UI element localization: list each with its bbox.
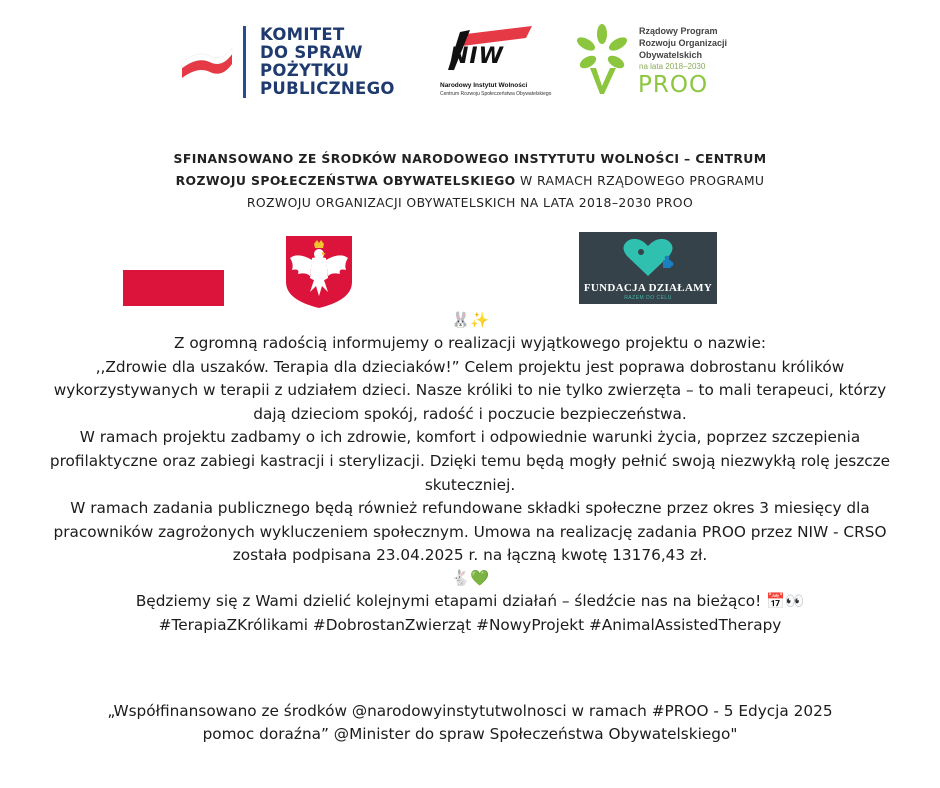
post-body [40,310,900,637]
proo-line-3: Obywatelskich [639,50,703,60]
komitet-line-3: POŻYTKU [260,61,350,80]
emoji-rabbit-heart [40,568,900,590]
cofinancing-line-1: „Współfinansowano ze środków @narodowyinstytutwolnosci w ramach #PROO - 5 Edycja 2025 [107,702,833,720]
polish-emblem-icon [284,234,354,310]
funding-line-2 [100,170,840,192]
fundacja-name: FUNDACJA DZIAŁAMY [583,282,713,294]
proo-years: na lata 2018–2030 [639,62,706,71]
funding-line-3: ROZWOJU ORGANIZACJI OBYWATELSKICH NA LATA 2018–2030 PROO [246,195,694,210]
flag-white-stripe [123,234,224,270]
proo-line-1: Rządowy Program [639,26,718,36]
post-funding-details: W ramach zadania publicznego będą również refundowane składki społeczne przez okres 3 miesięcy dla pracowników zagrożonych wykluczeniem społecznym. Umowa na realizację zadania PROO przez NIW - CRSO została podpisana 23.04.2025 r. na łączną kwotę 13176,43 zł. [53,499,887,565]
funding-line-1: SFINANSOWANO ZE ŚRODKÓW NARODOWEGO INSTYTUTU WOLNOŚCI – CENTRUM [173,151,767,166]
proo-line-2: Rozwoju Organizacji [639,38,728,48]
fundacja-tagline: RAZEM DO CELU [624,295,672,301]
post-intro: Z ogromną radością informujemy o realizacji wyjątkowego projektu o nazwie: [173,334,767,352]
flag-red-stripe [123,270,224,306]
komitet-logo [180,24,410,100]
puzzle-heart-icon [579,232,717,282]
fundacja-logo [579,232,717,304]
niw-subtitle-2: Centrum Rozwoju Społeczeństwa Obywatelskiego [440,91,552,97]
funding-line-2-bold: ROZWOJU SPOŁECZEŃSTWA OBYWATELSKIEGO [175,173,516,188]
cofinancing-line-2: pomoc doraźna” @Minister do spraw Społeczeństwa Obywatelskiego" [202,725,738,743]
emoji-rabbit-sparkles [40,310,900,332]
polish-flag [123,234,224,306]
funding-line-2-rest: W RAMACH RZĄDOWEGO PROGRAMU [515,173,765,188]
cofinancing-note [60,700,880,746]
post-hashtags: #TerapiaZKrólikami #DobrostanZwierząt #NowyProjekt #AnimalAssistedTherapy [158,615,782,634]
komitet-name [260,26,395,98]
funding-statement [100,148,840,214]
niw-mark: NIW [450,44,504,69]
post-follow-us: Będziemy się z Wami dzielić kolejnymi etapami działań – śledźcie nas na bieżąco! 📅👀 [135,591,805,610]
post-project-scope: W ramach projektu zadbamy o ich zdrowie, komfort i odpowiednie warunki życia, poprzez szczepienia profilaktyczne oraz zabiegi kastracji i sterylizacji. Dzięki temu będą mogły pełnić swoją niezwykłą rolę jeszcze skuteczniej. [49,428,891,494]
rabbit-heart-icon: 🐇💚 [450,569,490,588]
niw-subtitle: Narodowy Instytut Wolności [440,82,528,89]
post-project-description: ,,Zdrowie dla uszaków. Terapia dla dzieciaków!” Celem projektu jest poprawa dobrostanu królików wykorzystywanych w terapii z udziałem dzieci. Nasze króliki to nie tylko zwierzęta – to mali terapeuci, którzy dają dzieciom spokój, radość i poczucie bezpieczeństwa. [53,357,887,423]
rabbit-sparkles-icon: 🐰✨ [450,311,490,330]
komitet-divider [243,26,246,98]
komitet-line-1: KOMITET [260,25,345,44]
polish-flag-wave-icon [180,48,236,88]
komitet-line-2: DO SPRAW [260,43,363,62]
komitet-line-4: PUBLICZNEGO [260,79,395,98]
proo-logo [572,20,742,100]
proo-wordmark: PROO [638,72,709,98]
niw-logo [436,24,552,102]
proo-flower-icon [572,20,632,100]
